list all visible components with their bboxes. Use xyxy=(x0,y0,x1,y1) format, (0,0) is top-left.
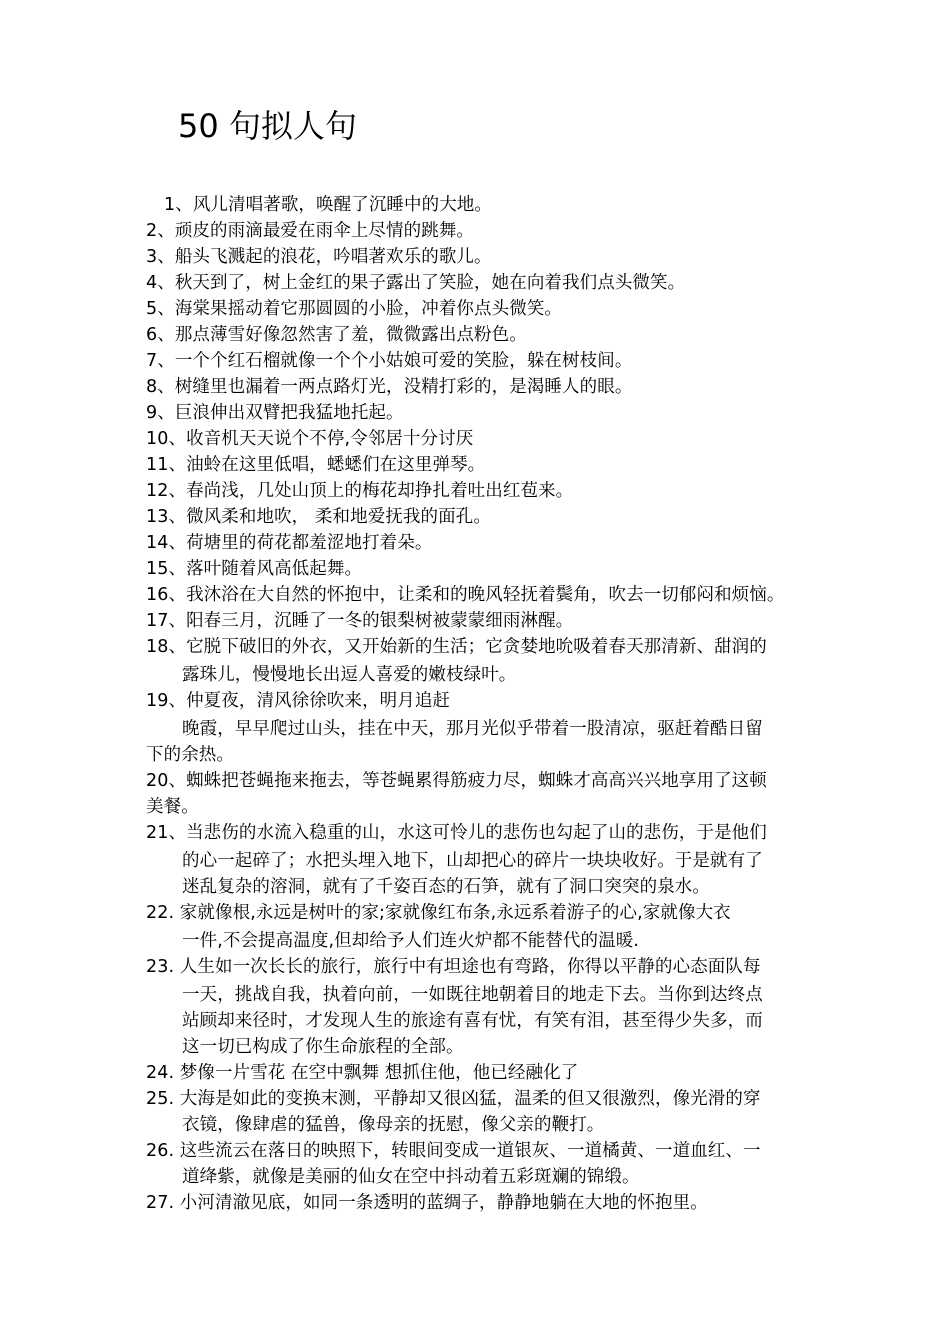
page-title: 50 句拟人句 xyxy=(178,107,357,145)
sentence-line: 下的余热。 xyxy=(146,745,234,765)
sentence-line: 露珠儿，慢慢地长出逗人喜爱的嫩枝绿叶。 xyxy=(182,665,517,685)
sentence-line: 2、顽皮的雨滴最爱在雨伞上尽情的跳舞。 xyxy=(146,221,475,241)
sentence-line: 6、那点薄雪好像忽然害了羞，微微露出点粉色。 xyxy=(146,325,527,345)
sentence-line: 一件,不会提高温度,但却给予人们连火炉都不能替代的温暖. xyxy=(182,931,639,951)
sentence-line: 一天，挑战自我，执着向前，一如既往地朝着目的地走下去。当你到达终点 xyxy=(182,985,763,1005)
sentence-line: 13、微风柔和地吹， 柔和地爱抚我的面孔。 xyxy=(146,507,491,527)
sentence-line: 25. 大海是如此的变换末测，平静却又很凶猛，温柔的但又很激烈，像光滑的穿 xyxy=(146,1089,761,1109)
sentence-line: 18、它脱下破旧的外衣，又开始新的生活；它贪婪地吮吸着春天那清新、甜润的 xyxy=(146,637,767,657)
sentence-line: 迷乱复杂的溶洞，就有了千姿百态的石笋，就有了洞口突突的泉水。 xyxy=(182,877,710,897)
sentence-line: 21、当悲伤的水流入稳重的山，水这可怜儿的悲伤也勾起了山的悲伤，于是他们 xyxy=(146,823,767,843)
sentence-line: 衣镜，像肆虐的猛兽，像母亲的抚慰，像父亲的鞭打。 xyxy=(182,1115,605,1135)
sentence-line: 20、蜘蛛把苍蝇拖来拖去，等苍蝇累得筋疲力尽，蜘蛛才高高兴兴地享用了这顿 xyxy=(146,771,767,791)
sentence-line: 9、巨浪伸出双臂把我猛地托起。 xyxy=(146,403,404,423)
sentence-line: 的心一起碎了；水把头埋入地下，山却把心的碎片一块块收好。于是就有了 xyxy=(182,851,763,871)
sentence-line: 19、仲夏夜，清风徐徐吹来，明月追赶 xyxy=(146,691,451,711)
sentence-line: 10、收音机天天说个不停,令邻居十分讨厌 xyxy=(146,429,474,449)
sentence-line: 1、风儿清唱著歌，唤醒了沉睡中的大地。 xyxy=(164,195,493,215)
sentence-line: 晚霞，早早爬过山头，挂在中天，那月光似乎带着一股清凉，驱赶着酷日留 xyxy=(182,719,763,739)
sentence-line: 17、阳春三月，沉睡了一冬的银梨树被蒙蒙细雨淋醒。 xyxy=(146,611,574,631)
sentence-line: 15、落叶随着风高低起舞。 xyxy=(146,559,363,579)
sentence-line: 美餐。 xyxy=(146,797,199,817)
sentence-line: 这一切已构成了你生命旅程的全部。 xyxy=(182,1037,464,1057)
sentence-line: 4、秋天到了，树上金红的果子露出了笑脸，她在向着我们点头微笑。 xyxy=(146,273,686,293)
sentence-line: 12、春尚浅，几处山顶上的梅花却挣扎着吐出红苞来。 xyxy=(146,481,574,501)
sentence-line: 16、我沐浴在大自然的怀抱中，让柔和的晚风轻抚着鬓角，吹去一切郁闷和烦恼。 xyxy=(146,585,785,605)
sentence-line: 23. 人生如一次长长的旅行，旅行中有坦途也有弯路，你得以平静的心态面队每 xyxy=(146,957,761,977)
sentence-line: 8、树缝里也漏着一两点路灯光，没精打彩的，是渴睡人的眼。 xyxy=(146,377,633,397)
sentence-line: 站顾却来径时，才发现人生的旅途有喜有忧，有笑有泪，甚至得少失多，而 xyxy=(182,1011,763,1031)
sentence-line: 22. 家就像根,永远是树叶的家;家就像红布条,永远系着游子的心,家就像大衣 xyxy=(146,903,731,923)
sentence-line: 5、海棠果摇动着它那圆圆的小脸，冲着你点头微笑。 xyxy=(146,299,563,319)
sentence-line: 3、船头飞溅起的浪花，吟唱著欢乐的歌儿。 xyxy=(146,247,492,267)
sentence-line: 11、油蛉在这里低唱，蟋蟋们在这里弹琴。 xyxy=(146,455,486,475)
sentence-line: 26. 这些流云在落日的映照下，转眼间变成一道银灰、一道橘黄、一道血红、一 xyxy=(146,1141,761,1161)
sentence-line: 24. 梦像一片雪花 在空中飘舞 想抓住他，他已经融化了 xyxy=(146,1063,579,1083)
sentence-line: 道绛紫，就像是美丽的仙女在空中抖动着五彩斑斓的锦缎。 xyxy=(182,1167,640,1187)
sentence-line: 7、一个个红石榴就像一个个小姑娘可爱的笑脸，躲在树枝间。 xyxy=(146,351,633,371)
sentence-line: 14、荷塘里的荷花都羞涩地打着朵。 xyxy=(146,533,433,553)
sentence-line: 27. 小河清澈见底，如同一条透明的蓝绸子，静静地躺在大地的怀抱里。 xyxy=(146,1193,708,1213)
